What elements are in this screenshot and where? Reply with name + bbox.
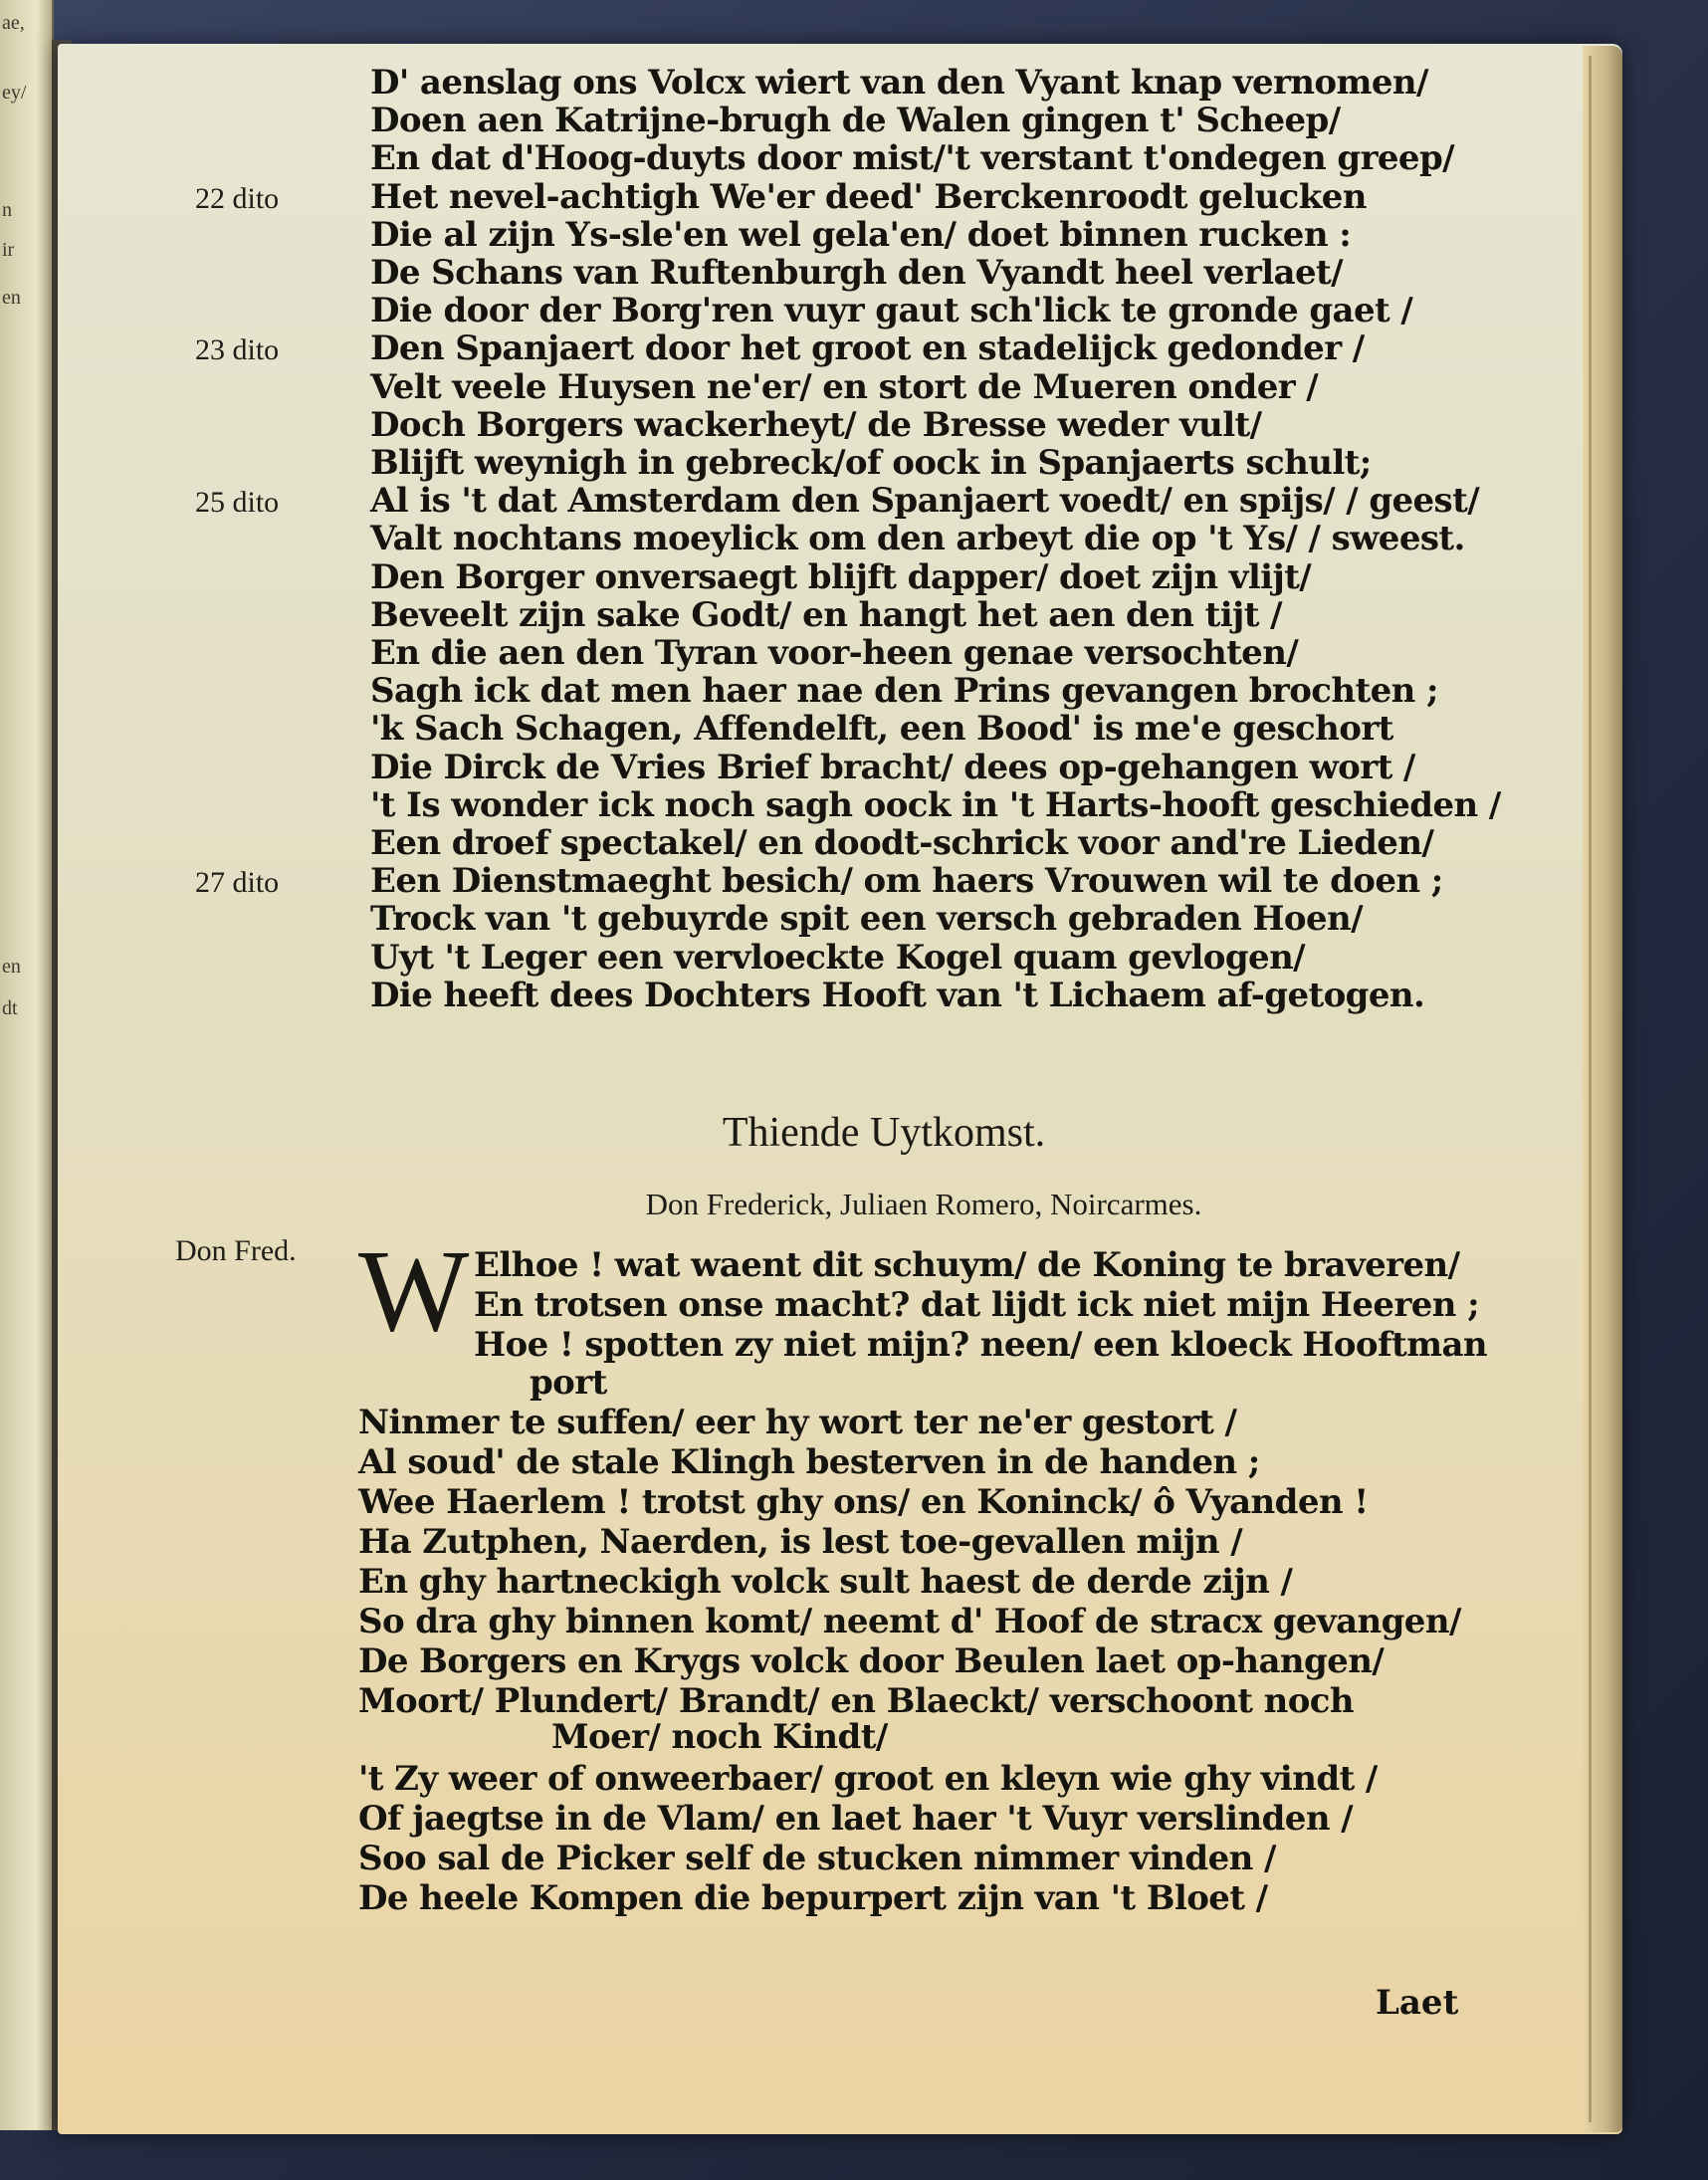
verse-line: 't Is wonder ick noch sagh oock in 't Harts-hooft geschieden /: [370, 784, 1501, 825]
verse-line: De Schans van Ruftenburgh den Vyandt heel verlaet/: [370, 253, 1343, 293]
left-page-fragment: ae,: [2, 12, 25, 34]
verse-line: 't Zy weer of onweerbaer/ groot en kleyn wie ghy vindt /: [358, 1759, 1378, 1799]
verse-line: 'k Sach Schagen, Affendelft, een Bood' is me'e geschort: [370, 709, 1393, 750]
verse-line: Al soud' de stale Klingh besterven in de handen ;: [358, 1442, 1260, 1482]
verse-line: Een droef spectakel/ en doodt-schrick voor and're Lieden/: [370, 823, 1434, 863]
section-title: Thiende Uytkomst.: [722, 1110, 1046, 1156]
verse-line: Uyt 't Leger een vervloeckte Kogel quam gevlogen/: [370, 937, 1306, 978]
verse-line: Moort/ Plundert/ Brandt/ en Blaeckt/ verschoont noch: [358, 1681, 1355, 1721]
verse-line: Den Spanjaert door het groot en stadelijck gedonder /: [370, 328, 1365, 369]
verse-line: Doch Borgers wackerheyt/ de Bresse weder vult/: [370, 404, 1262, 445]
verse-line: Ha Zutphen, Naerden, is lest toe-gevallen mijn /: [358, 1522, 1243, 1562]
left-page-fragment: en: [2, 287, 21, 309]
margin-date-note: 22 dito: [195, 181, 280, 215]
verse-line: Den Borger onversaegt blijft dapper/ doet zijn vlijt/: [370, 556, 1312, 597]
left-page-fragment: ir: [2, 239, 15, 261]
verse-line: En ghy hartneckigh volck sult haest de derde zijn /: [358, 1562, 1293, 1602]
margin-date-note: 23 dito: [195, 333, 280, 367]
verse-line: En trotsen onse macht? dat lijdt ick niet mijn Heeren ;: [474, 1285, 1480, 1325]
catchword: Laet: [1376, 1983, 1459, 2023]
verse-line: Doen aen Katrijne-brugh de Walen gingen t' Scheep/: [370, 101, 1341, 141]
verse-line: Het nevel-achtigh We'er deed' Berckenroodt gelucken: [370, 176, 1367, 217]
verse-line: Of jaegtse in de Vlam/ en laet haer 't Vuyr verslinden /: [358, 1799, 1354, 1839]
verse-line: Die heeft dees Dochters Hooft van 't Lichaem af-getogen.: [370, 975, 1425, 1015]
drop-cap: W: [358, 1225, 470, 1356]
verse-line: Beveelt zijn sake Godt/ en hangt het aen den tijt /: [370, 594, 1282, 635]
verse-line: En die aen den Tyran voor-heen genae versochten/: [370, 633, 1299, 673]
verse-line: Die Dirck de Vries Brief bracht/ dees op-gehangen wort /: [370, 747, 1415, 787]
persons-list: Don Frederick, Juliaen Romero, Noircarmes.: [645, 1187, 1202, 1221]
verse-line: Hoe ! spotten zy niet mijn? neen/ een kloeck Hooftman: [474, 1325, 1488, 1365]
verse-line: Die door der Borg'ren vuyr gaut sch'lick te gronde gaet /: [370, 291, 1413, 331]
verse-line: Soo sal de Picker self de stucken nimmer vinden /: [358, 1839, 1276, 1878]
verse-line: Ninmer te suffen/ eer hy wort ter ne'er gestort /: [358, 1403, 1237, 1442]
verse-line: Valt nochtans moeylick om den arbeyt die op 't Ys/ / sweest.: [370, 519, 1465, 559]
verse-line: En dat d'Hoog-duyts door mist/'t verstant t'ondegen greep/: [370, 138, 1454, 179]
verse-line: port: [530, 1363, 607, 1403]
verse-line: Al is 't dat Amsterdam den Spanjaert voedt/ en spijs/ / geest/: [370, 481, 1480, 522]
verse-line: D' aenslag ons Volcx wiert van den Vyant knap vernomen/: [370, 63, 1428, 103]
verse-line: Moer/ noch Kindt/: [551, 1717, 888, 1757]
left-page-fragment: dt: [2, 997, 18, 1019]
margin-date-note: 25 dito: [195, 486, 280, 520]
verse-line: De Borgers en Krygs volck door Beulen laet op-hangen/: [358, 1641, 1385, 1681]
margin-date-note: 27 dito: [195, 866, 280, 900]
verse-line: Die al zijn Ys-sle'en wel gela'en/ doet binnen rucken :: [370, 214, 1352, 255]
verse-line: Elhoe ! wat waent dit schuym/ de Koning te braveren/: [474, 1245, 1460, 1285]
verse-line: So dra ghy binnen komt/ neemt d' Hoof de stracx gevangen/: [358, 1602, 1461, 1641]
verse-line: Trock van 't gebuyrde spit een versch gebraden Hoen/: [370, 899, 1363, 940]
verse-line: Een Dienstmaeght besich/ om haers Vrouwen wil te doen ;: [370, 861, 1443, 902]
left-page-fragment: n: [2, 199, 12, 221]
speaker-label: Don Fred.: [175, 1234, 297, 1267]
verse-line: Blijft weynigh in gebreck/of oock in Spanjaerts schult;: [370, 443, 1372, 483]
left-page-fragment: ey/: [2, 82, 27, 104]
verse-line: De heele Kompen die bepurpert zijn van 't Bloet /: [358, 1878, 1268, 1918]
left-page-fragment: en: [2, 956, 21, 978]
verse-line: Velt veele Huysen ne'er/ en stort de Mueren onder /: [370, 366, 1319, 407]
verse-line: Sagh ick dat men haer nae den Prins gevangen brochten ;: [370, 671, 1438, 712]
verse-line: Wee Haerlem ! trotst ghy ons/ en Koninck/ ô Vyanden !: [358, 1482, 1369, 1522]
